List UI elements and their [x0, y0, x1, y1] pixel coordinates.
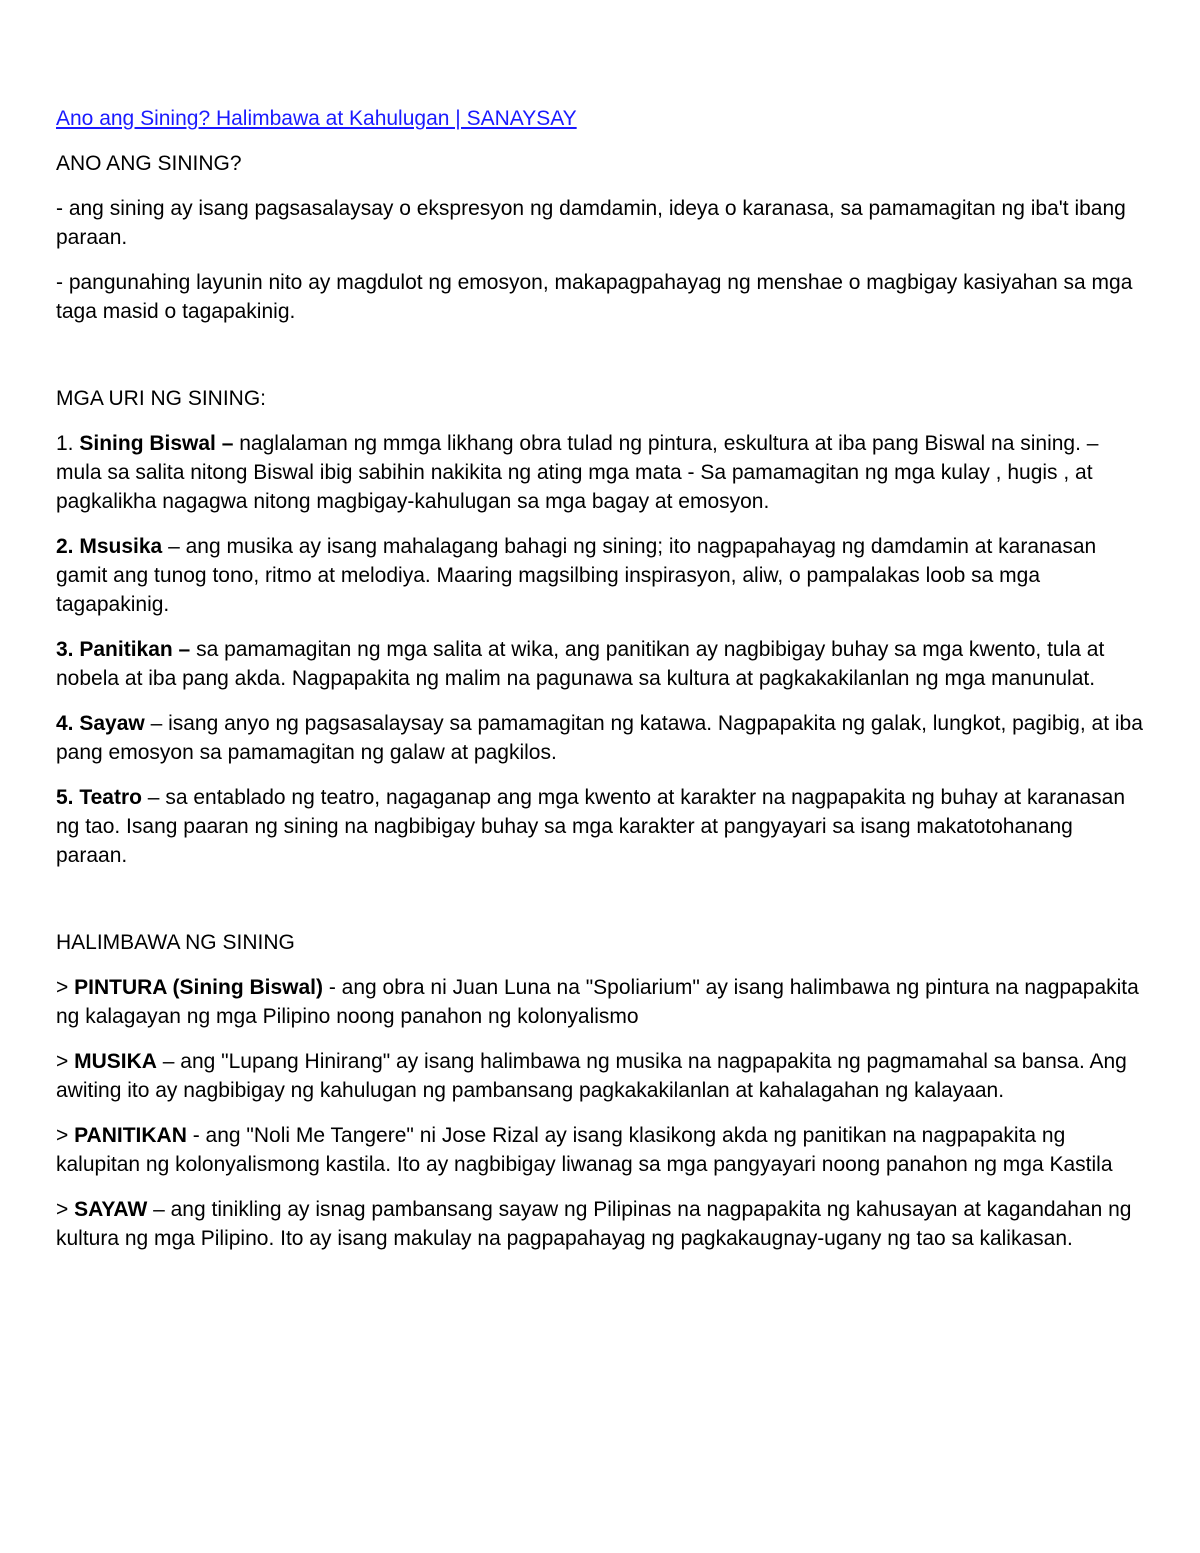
example-item-1	[56, 973, 1146, 1031]
example-item-text: - ang obra ni Juan Luna na "Spoliarium" ay isang halimbawa ng pintura na nagpapakita ng kalagayan ng mga Pilipino noong panahon ng kolonyalismo	[56, 976, 1139, 1028]
type-item-label: 2. Msusika	[56, 535, 163, 558]
type-item-2	[56, 532, 1146, 619]
type-item-prefix: 1.	[56, 432, 80, 455]
title-link[interactable]: Ano ang Sining? Halimbawa at Kahulugan | SANAYSAY	[56, 107, 577, 130]
type-item-label: Sining Biswal –	[79, 432, 234, 455]
example-item-label: PINTURA (Sining Biswal)	[74, 976, 324, 999]
section-heading-ano-ang-sining: ANO ANG SINING?	[56, 152, 242, 175]
type-item-label: 5. Teatro	[56, 786, 142, 809]
type-item-3	[56, 635, 1146, 693]
type-item-4	[56, 709, 1146, 767]
example-item-2	[56, 1047, 1146, 1105]
definition-paragraph-1: - ang sining ay isang pagsasalaysay o ekspresyon ng damdamin, ideya o karanasa, sa pamamagitan ng iba't ibang paraan.	[56, 197, 1126, 249]
example-item-text: - ang "Noli Me Tangere" ni Jose Rizal ay isang klasikong akda ng panitikan na nagpapakita ng kalupitan ng kolonyalismong kastila. Ito ay nagbibigay liwanag sa mga pangyayari noong panahon ng mga Kastila	[56, 1124, 1113, 1176]
example-item-label: MUSIKA	[74, 1050, 157, 1073]
section-spacer	[56, 886, 1146, 928]
type-item-text: – ang musika ay isang mahalagang bahagi ng sining; ito nagpapahayag ng damdamin at karanasan gamit ang tunog tono, ritmo at melodiya. Maaring magsilbing inspirasyon, aliw, o pampalakas loob sa mga tagapakinig.	[56, 535, 1097, 616]
example-item-prefix: >	[56, 976, 75, 999]
example-item-3	[56, 1121, 1146, 1179]
example-item-prefix: >	[56, 1124, 75, 1147]
example-item-prefix: >	[56, 1198, 75, 1221]
title-line	[56, 104, 1146, 133]
type-item-label: 4. Sayaw	[56, 712, 145, 735]
example-item-4	[56, 1195, 1146, 1253]
type-item-text: – sa entablado ng teatro, nagaganap ang mga kwento at karakter na nagpapakita ng buhay at karanasan ng tao. Isang paaran ng sining na nagbibigay buhay sa mga karakter at pangyayari sa isang makatotohanang paraan.	[56, 786, 1126, 867]
example-item-label: SAYAW	[74, 1198, 148, 1221]
example-item-text: – ang "Lupang Hinirang" ay isang halimbawa ng musika na nagpapakita ng pagmamahal sa bansa. Ang awiting ito ay nagbibigay ng kahulugan ng pambansang pagkakakilanlan at kahalagahan ng kalayaan.	[56, 1050, 1127, 1102]
type-item-label: 3. Panitikan –	[56, 638, 191, 661]
type-item-1	[56, 429, 1146, 516]
section-heading-halimbawa: HALIMBAWA NG SINING	[56, 931, 295, 954]
section-spacer	[56, 342, 1146, 384]
section-heading-mga-uri: MGA URI NG SINING:	[56, 387, 267, 410]
type-item-5	[56, 783, 1146, 870]
example-item-text: – ang tinikling ay isnag pambansang sayaw ng Pilipinas na nagpapakita ng kahusayan at kagandahan ng kultura ng mga Pilipino. Ito ay isang makulay na pagpapahayag ng pagkakaugnay-ugany ng tao sa kalikasan.	[56, 1198, 1132, 1250]
type-item-text: – isang anyo ng pagsasalaysay sa pamamagitan ng katawa. Nagpapakita ng galak, lungkot, pagibig, at iba pang emosyon sa pamamagitan ng galaw at pagkilos.	[56, 712, 1143, 764]
type-item-text: sa pamamagitan ng mga salita at wika, ang panitikan ay nagbibigay buhay sa mga kwento, tula at nobela at iba pang akda. Nagpapakita ng malim na pagunawa sa kultura at pagkakakilanlan ng mga manunulat.	[56, 638, 1105, 690]
example-item-label: PANITIKAN	[74, 1124, 187, 1147]
document-body	[56, 104, 1146, 1269]
example-item-prefix: >	[56, 1050, 75, 1073]
type-item-text: naglalaman ng mmga likhang obra tulad ng pintura, eskultura at iba pang Biswal na sining. – mula sa salita nitong Biswal ibig sabihin nakikita ng ating mga mata - Sa pamamagitan ng mga kulay , hugis , at pagkalikha nagagwa nitong magbigay-kahulugan sa mga bagay at emosyon.	[56, 432, 1099, 513]
definition-paragraph-2: - pangunahing layunin nito ay magdulot ng emosyon, makapagpahayag ng menshae o magbigay kasiyahan sa mga taga masid o tagapakinig.	[56, 271, 1133, 323]
